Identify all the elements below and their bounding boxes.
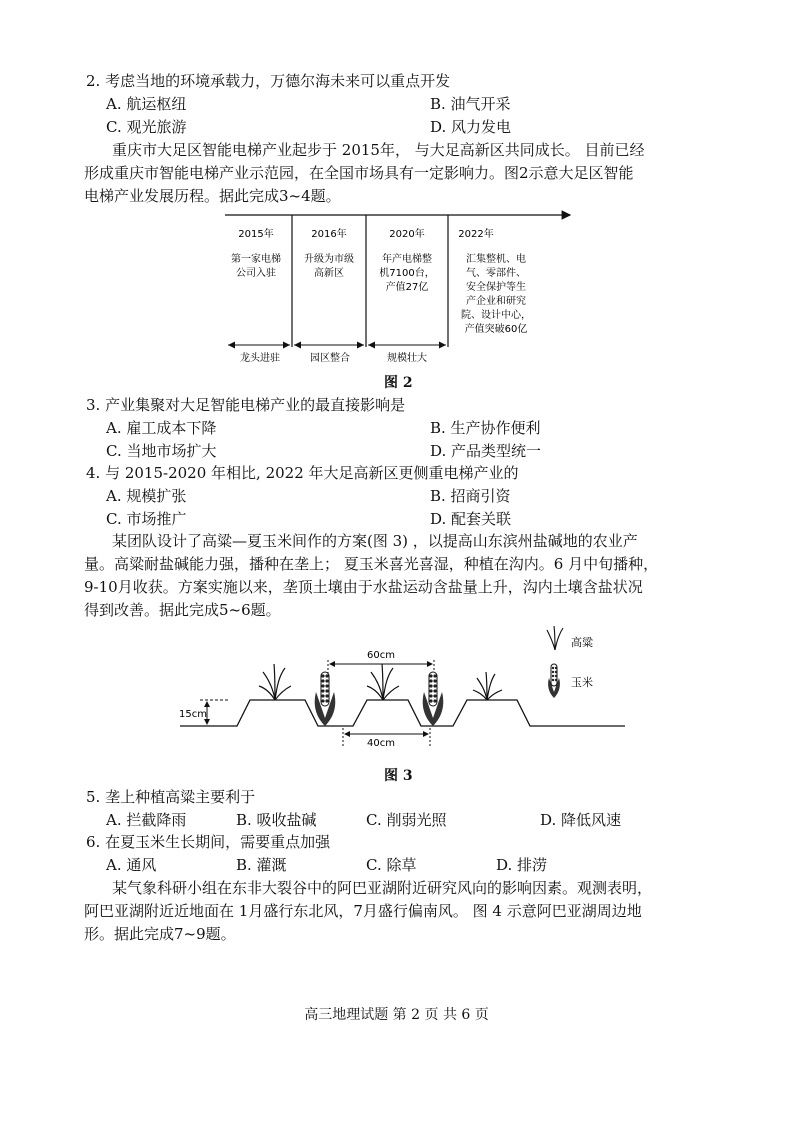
q3-option-a: A. 雇工成本下降 xyxy=(106,419,217,437)
q6-option-c: C. 除草 xyxy=(366,856,417,874)
q2-stem: 2. 考虑当地的环境承载力，万德尔海未来可以重点开发 xyxy=(86,72,451,90)
q6-stem: 6. 在夏玉米生长期间，需要重点加强 xyxy=(86,833,331,851)
q5-stem: 5. 垄上种植高粱主要利于 xyxy=(86,788,256,806)
fig2-event-4-line: 院、设计中心， xyxy=(461,310,531,321)
q3-option-d: D. 产品类型统一 xyxy=(430,442,542,460)
intro79-line-1: 某气象科研小组在东非大裂谷中的阿巴亚湖附近研究风向的影响因素。观测表明， xyxy=(112,879,653,897)
intro34-line-2: 形成重庆市智能电梯产业示范园，在全国市场具有一定影响力。图2示意大足区智能 xyxy=(84,164,634,182)
intro56-line-2: 量。高粱耐盐碱能力强，播种在垄上； 夏玉米喜光喜湿，种植在沟内。6 月中旬播种， xyxy=(84,555,659,573)
fig2-year-2016: 2016年 xyxy=(311,229,347,240)
figure-3-intercropping xyxy=(175,620,625,760)
intro34-line-1: 重庆市大足区智能电梯产业起步于 2015年， 与大足高新区共同成长。 目前已经 xyxy=(112,141,645,159)
q4-stem: 4. 与 2015-2020 年相比, 2022 年大足高新区更侧重电梯产业的 xyxy=(86,464,519,482)
legend-corn-icon xyxy=(548,664,560,698)
fig3-top-dim-label: 60cm xyxy=(367,650,395,661)
q6-option-b: B. 灌溉 xyxy=(236,856,287,874)
fig2-event-4-line: 产值突破60亿 xyxy=(464,324,528,335)
fig2-event-2-line: 升级为市级 xyxy=(304,254,354,265)
legend-corn-label: 玉米 xyxy=(571,676,593,689)
intro79-line-2: 阿巴亚湖附近近地面在 1月盛行东北风，7月盛行偏南风。 图 4 示意阿巴亚湖周边地 xyxy=(84,902,642,920)
intro56-line-3: 9-10月收获。方案实施以来，垄顶土壤由于水盐运动含盐量上升，沟内土壤含盐状况 xyxy=(84,578,643,596)
legend-sorghum-label: 高粱 xyxy=(571,636,593,649)
fig2-year-2020: 2020年 xyxy=(389,229,425,240)
q5-option-b: B. 吸收盐碱 xyxy=(236,811,317,829)
q6-option-a: A. 通风 xyxy=(106,856,157,874)
fig2-event-1-line: 第一家电梯 xyxy=(231,254,281,265)
figure-2-timeline xyxy=(220,205,580,365)
fig2-event-4-line: 安全保护等生 xyxy=(466,282,526,293)
fig2-event-3-line: 年产电梯整 xyxy=(382,254,432,265)
intro79-line-3: 形。据此完成7~9题。 xyxy=(84,925,236,943)
intro56-line-4: 得到改善。据此完成5~6题。 xyxy=(84,601,281,619)
ridge-furrow-profile xyxy=(180,700,625,726)
fig2-event-4-line: 产企业和研究 xyxy=(466,296,526,307)
q3-option-c: C. 当地市场扩大 xyxy=(106,442,217,460)
q5-option-c: C. 削弱光照 xyxy=(366,811,447,829)
sorghum-plant xyxy=(367,664,399,700)
fig2-stage-2: 园区整合 xyxy=(310,353,350,364)
q4-option-c: C. 市场推广 xyxy=(106,510,187,528)
sorghum-plant xyxy=(259,664,291,700)
q2-option-a: A. 航运枢纽 xyxy=(106,95,187,113)
figure-2-caption: 图 2 xyxy=(384,375,413,391)
corn-plant xyxy=(315,672,336,726)
intro34-line-3: 电梯产业发展历程。据此完成3~4题。 xyxy=(84,187,341,205)
fig2-event-1-line: 公司入驻 xyxy=(236,268,276,279)
q5-option-d: D. 降低风速 xyxy=(540,811,622,829)
q2-option-c: C. 观光旅游 xyxy=(106,118,187,136)
q2-option-b: B. 油气开采 xyxy=(430,95,511,113)
figure-3-caption: 图 3 xyxy=(384,768,413,784)
fig2-event-4-line: 汇集整机、电 xyxy=(466,254,526,265)
page-footer: 高三地理试题 第 2 页 共 6 页 xyxy=(304,1007,489,1023)
q3-stem: 3. 产业集聚对大足智能电梯产业的最直接影响是 xyxy=(86,396,406,414)
q4-option-d: D. 配套关联 xyxy=(430,510,512,528)
intro56-line-1: 某团队设计了高粱—夏玉米间作的方案(图 3) ，以提高山东滨州盐碱地的农业产 xyxy=(112,532,638,550)
q5-option-a: A. 拦截降雨 xyxy=(106,811,187,829)
fig2-year-2015: 2015年 xyxy=(238,229,274,240)
q2-option-d: D. 风力发电 xyxy=(430,118,512,136)
fig3-height-label: 15cm xyxy=(179,709,207,720)
fig2-event-3-line: 机7100台， xyxy=(379,268,435,279)
legend-sorghum-icon xyxy=(547,626,563,650)
q6-option-d: D. 排涝 xyxy=(496,856,548,874)
fig2-event-3-line: 产值27亿 xyxy=(385,282,429,293)
fig2-stage-3: 规模壮大 xyxy=(387,353,427,364)
q3-option-b: B. 生产协作便利 xyxy=(430,419,541,437)
sorghum-plant xyxy=(473,672,502,700)
fig2-stage-1: 龙头进驻 xyxy=(240,353,280,364)
q4-option-b: B. 招商引资 xyxy=(430,487,511,505)
q4-option-a: A. 规模扩张 xyxy=(106,487,187,505)
fig3-bottom-dim-label: 40cm xyxy=(367,738,395,749)
fig2-event-4-line: 气、零部件、 xyxy=(466,268,526,279)
corn-plant xyxy=(423,672,444,726)
fig2-event-2-line: 高新区 xyxy=(314,268,344,279)
fig2-year-2022: 2022年 xyxy=(458,229,494,240)
